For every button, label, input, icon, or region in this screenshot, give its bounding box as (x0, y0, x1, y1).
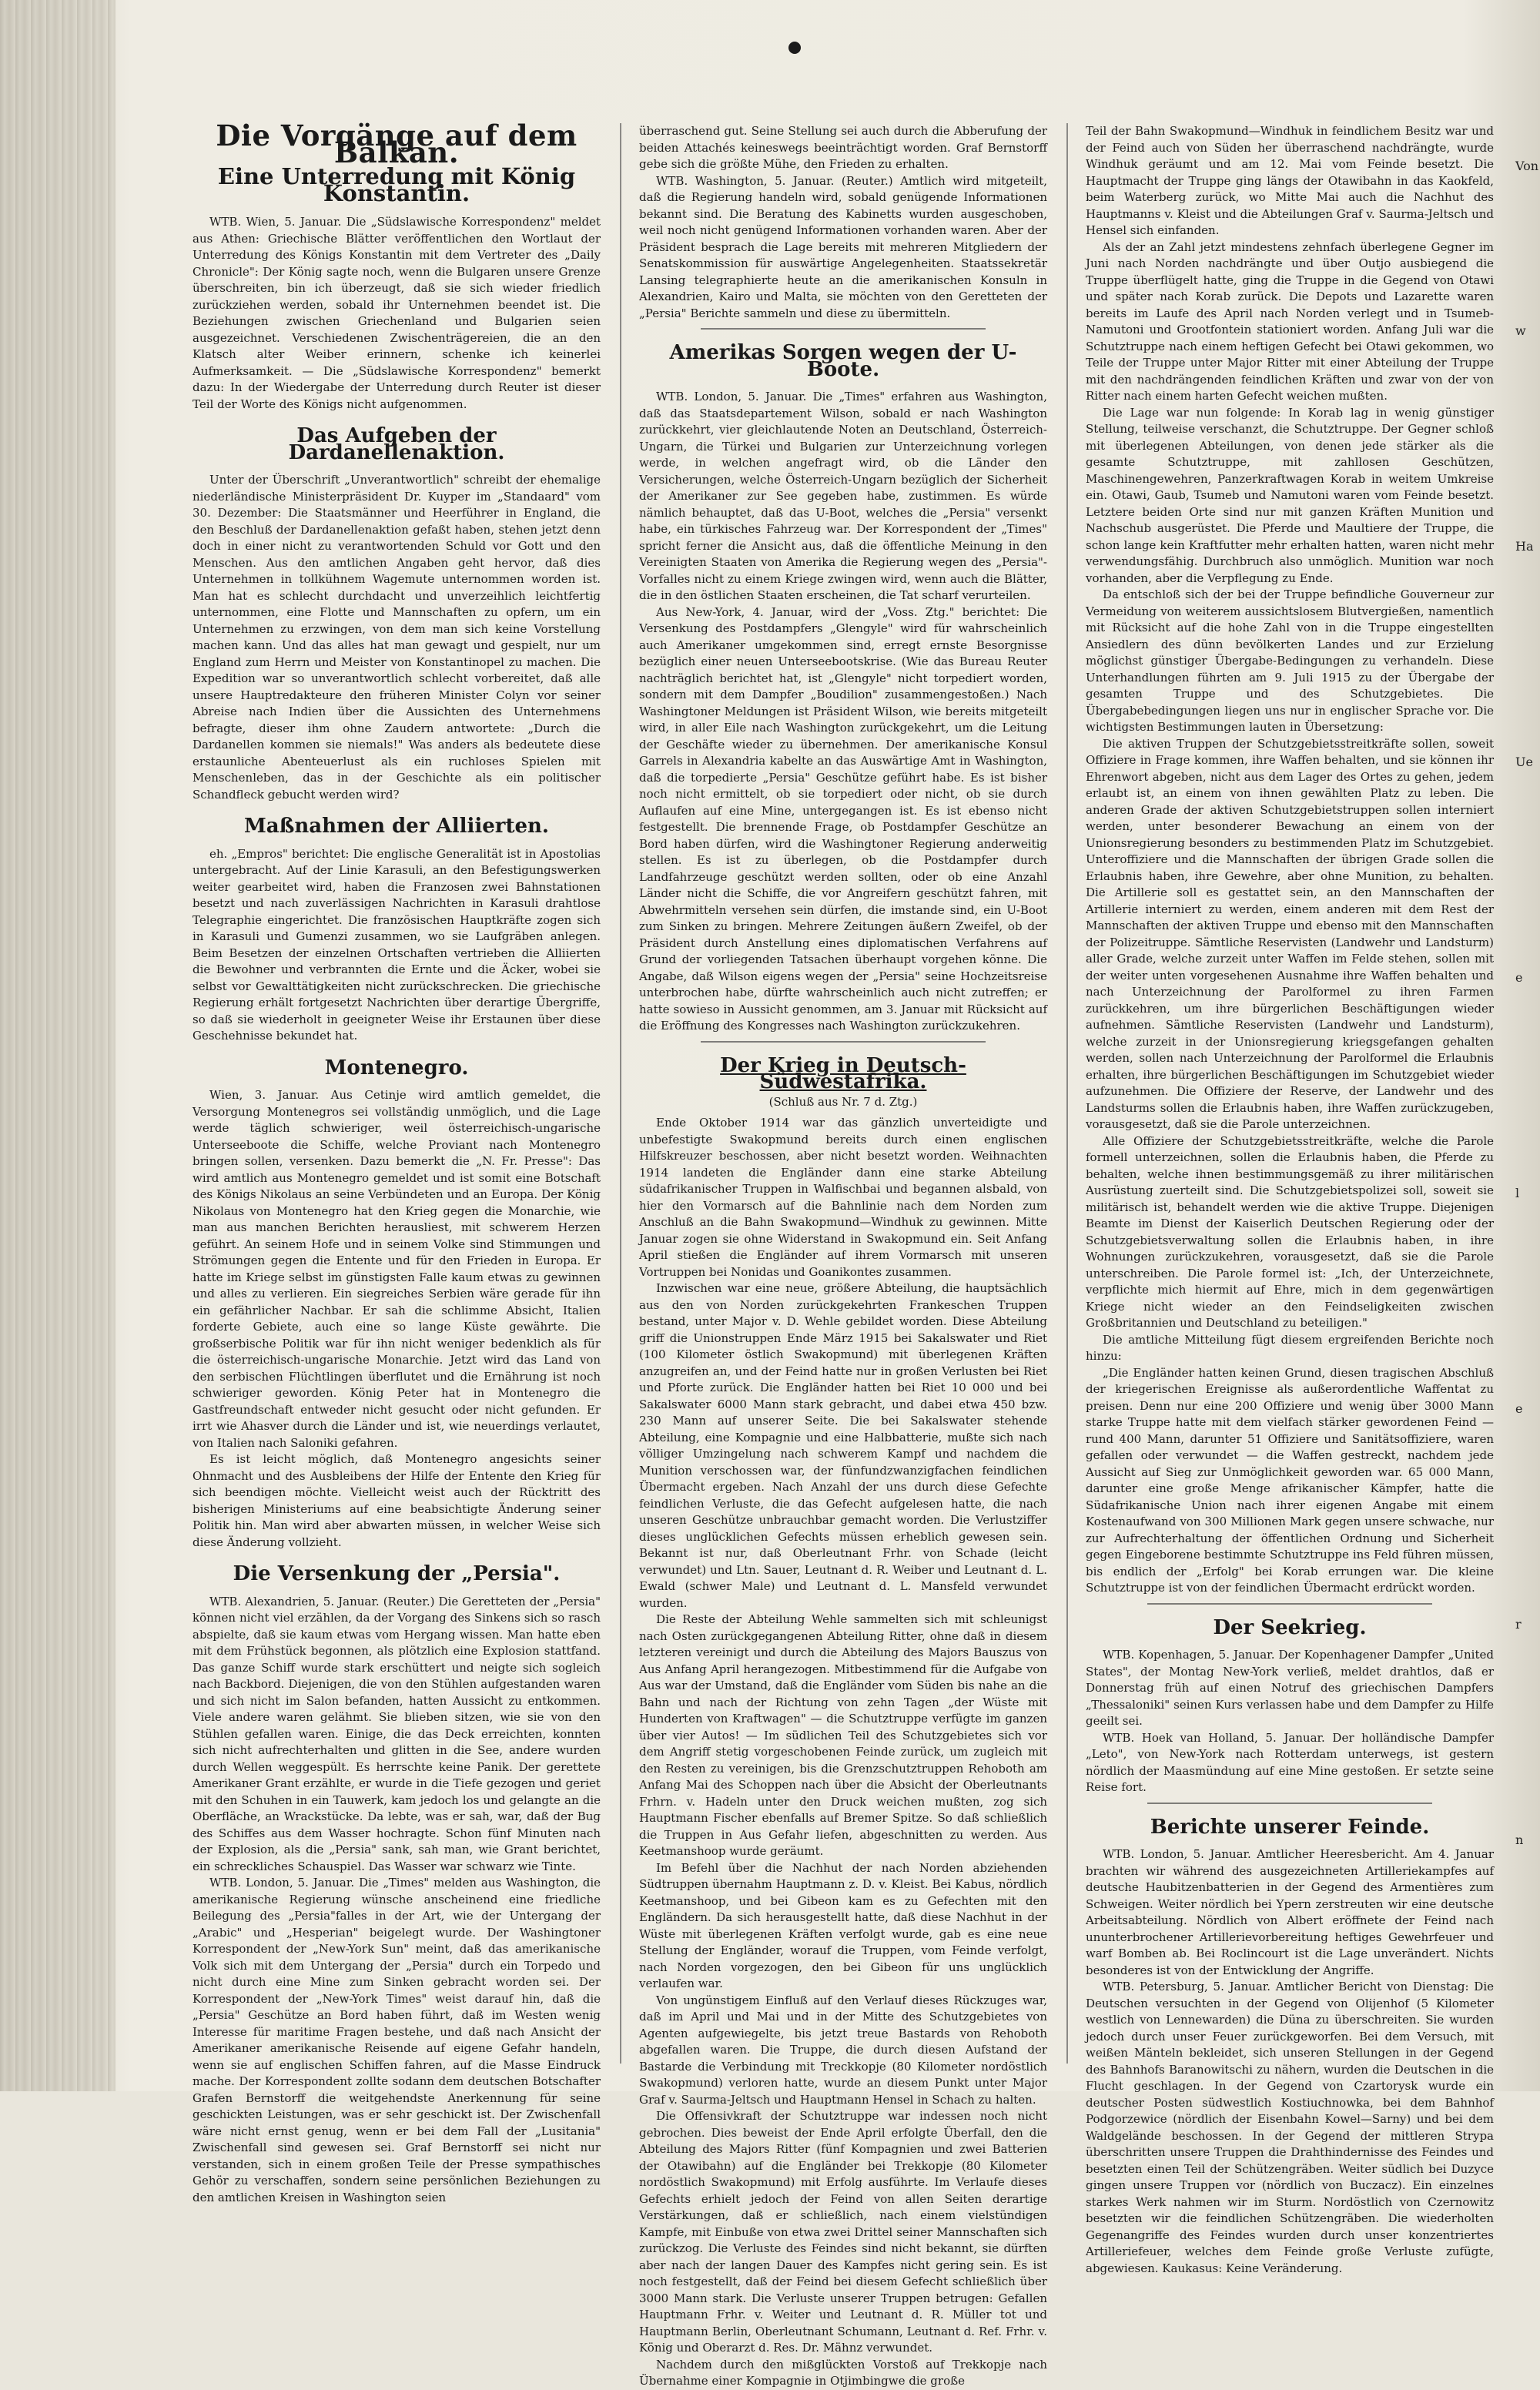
column-divider (1066, 123, 1068, 2064)
article-paragraph: WTB. London, 5. Januar. Die „Times" melden aus Washington, die amerikanische Regierung wünsche anscheinend eine friedliche Beilegung des „Persia"falles in der Art, wie der Untergang der „Arabic" und „Hesperian" beigelegt wurde. Der Washingtoner Korrespondent der „New-York Sun" meint, daß das amerikanische Volk sich mit dem Untergang der „Persia" durch ein Torpedo und nicht durch eine Mine zum Sinken gebracht worden sei. Der Korrespondent der „New-York Times" weist darauf hin, daß die „Persia" Geschütze an Bord haben führt, daß im Westen wenig Interesse für maritime Fragen bestehe, und daß nach Ansicht der Amerikaner amerikanische Reisende auf eigene Gefahr handeln, wenn sie auf englischen Schiffen fahren, auf die Masse Eindruck mache. Der Korrespondent zollte sodann dem deutschen Botschafter Grafen Bernstorff die weitgehendste Anerkennung für seine geschickten Leistungen, was er sehr geschickt ist. Der Zwischenfall wäre nicht ernst genug, wenn er bei dem Fall der „Lusitania" Zwischenfall sind gewesen sei. Graf Bernstorff sei nicht nur verstanden, sich in einem großen Teile der Presse sympathisches Gehör zu verschaffen, sondern seine persönlichen Beziehungen zu den amtlichen Kreisen in Washington seien (192, 1876, 601, 2204)
cut-off-edge-text: e (1515, 970, 1523, 985)
main-headline: Die Vorgänge auf dem Balkan. (216, 119, 578, 169)
newspaper-page (192, 119, 1525, 2388)
article-paragraph: Teil der Bahn Swakopmund—Windhuk in feindlichem Besitz war und der Feind auch von Süden her überraschend nachdrängte, wurde Windhuk geräumt und am 12. Mai vom Feinde besetzt. Die Hauptmacht der Truppe ging längs der Otawibahn in das Kaokfeld, beim Waterberg zurück, wo Mitte Mai auch die Nachhut des Hauptmanns v. Kleist und die Abteilungen Graf v. Saurma-Jeltsch und Hensel sich einfanden. (1086, 124, 1494, 237)
continuation-note: (Schluß aus Nr. 7 d. Ztg.) (768, 1094, 918, 1109)
article-paragraph: WTB. Washington, 5. Januar. (Reuter.) Amtlich wird mitgeteilt, daß die Regierung handeln wird, sobald genügende Informationen bekannt sind. Die Beratung des Kabinetts wurden ausgeschoben, weil noch nicht genügend Informationen vorhanden waren. Aber der Präsident besprach die Lage bereits mit mehreren Mitgliedern der Senatskommission für auswärtige Angelegenheiten. Staatssekretär Lansing telegraphierte heute an die amerikanischen Konsuln in Alexandrien, Kairo und Malta, sie möchten von den Geretteten der „Persia" Berichte sammeln und diese zu übermitteln. (639, 173, 1047, 320)
article-paragraph: WTB. Petersburg, 5. Januar. Amtlicher Bericht von Dienstag: Die Deutschen versuchten in der Gegend von Olijenhof (5 Kilometer westlich von Lennewarden) die Düna zu überschreiten. Sie wurden jedoch durch unser Feuer zurückgeworfen. Bei dem Versuch, mit weißen Mänteln bekleidet, sich unseren Stellungen in der Gegend des Bahnhofs Baranowitschi zu nähern, wurden die Deutschen in die Flucht geschlagen. In der Gegend von Czartorysk wurde ein deutscher Posten südwestlich Kostiuchnowka, bei dem Bahnhof Podgorzewice (nördlich der Eisenbahn Kowel—Sarny) und bei dem Waldgelände beschossen. In der Gegend der mittleren Strypa überschritten unsere Truppen die Drahthindernisse des Feindes und besetzten einen Teil der Schützengräben. Weiter südlich bei Duzyce gingen unsere Truppen vor (nördlich von Buczacz). Ein einzelnes starkes Werk nahmen wir im Sturm. Nordöstlich von Czernowitz besetzten wir die feindlichen Schützengräben. Die wiederholten Gegenangriffe des Feindes wurden durch unser konzentriertes Artilleriefeuer, welches dem Feinde große Verluste zufügte, abgewiesen. Kaukasus: Keine Veränderung. (1086, 1980, 1494, 2275)
punch-hole-mark (788, 42, 801, 54)
section-heading: Berichte unserer Feinde. (1150, 1815, 1430, 1839)
section-heading: Amerikas Sorgen wegen der U-Boote. (669, 341, 1017, 381)
article-paragraph: Es ist leicht möglich, daß Montenegro angesichts seiner Ohnmacht und des Ausbleibens der Hilfe der Entente den Krieg für sich beendigen möchte. Vielleicht weist auch der Rücktritt des bisherigen Ministeriums auf eine beabsichtigte Änderung seiner Politik hin. Man wird aber abwarten müssen, in welcher Weise sich diese Änderung vollzieht. (192, 1452, 601, 1549)
article-paragraph: Als der an Zahl jetzt mindestens zehnfach überlegene Gegner im Juni nach Norden nachdrängte und über Outjo ausbiegend die Truppe überflügelt hatte, ging die Truppe in die Gegend von Otawi und später nach Korab zurück. Die Depots und Lazarette waren bereits im Laufe des April nach Norden verlegt und in Tsumeb-Namutoni und Grootfontein stationiert worden. Anfang Juli war die Schutztruppe nach einem heftigen Gefecht bei Otawi gekommen, wo Teile der Truppe unter Major Ritter mit einer Abteilung der Truppe mit den nachdrängenden feindlichen Kräften und zwar von der von Ritter nach einem harten Gefecht weichen mußten. (1086, 239, 1494, 403)
section-rule (1147, 1603, 1432, 1605)
section-heading: Die Versenkung der „Persia". (233, 1562, 561, 1585)
article-paragraph: WTB. London, 5. Januar. Die „Times" erfahren aus Washington, daß das Staatsdepartement Wilson, sobald er nach Washington zurückkehrt, vier gleichlautende Noten an Deutschland, Österreich-Ungarn, die Türkei und Bulgarien zur Unterzeichnung vorlegen werde, in welchen angefragt wird, ob die Länder den Versicherungen, welche Österreich-Ungarn bezüglich der Sicherheit der Amerikaner zur See gegeben habe, zustimmen. Es würde nämlich behauptet, daß das U-Boot, welches die „Persia" versenkt habe, ein türkisches Fahrzeug war. Der Korrespondent der „Times" spricht ferner die Ansicht aus, daß die öffentliche Meinung in den Vereinigten Staaten von Amerika die Regierung wegen des „Persia"-Vorfalles nicht zu einem Kriege zwingen wird, wenn auch die Blätter, die in den östlichen Staaten erscheinen, die Tat scharf verurteilen. (639, 390, 1047, 602)
column-3 (1086, 123, 1494, 2275)
column-2 (639, 123, 1047, 2388)
article-paragraph: Die Lage war nun folgende: In Korab lag in wenig günstiger Stellung, teilweise verschanzt, die Schutztruppe. Der Gegner schloß mit überlegenen Abteilungen, von denen jede stärker als die gesamte Schutztruppe, mit zahllosen Geschützen, Maschinengewehren, Panzerkraftwagen Korab in weitem Umkreise ein. Otawi, Gaub, Tsumeb und Namutoni waren vom Feinde besetzt. Letztere beiden Orte sind nur mit ganzen Kräften Munition und Nachschub ausgerüstet. Die Pferde und Maultiere der Truppe, die schon lange kein Kraftfutter mehr erhalten hatten, waren nicht mehr verwendungsfähig. Durchbruch also unmöglich. Munition war noch vorhanden, aber die Verpflegung zu Ende. (1086, 405, 1494, 585)
cut-off-edge-text: Ue (1515, 755, 1533, 769)
cut-off-edge-text: l (1515, 1186, 1520, 1200)
section-rule (701, 328, 986, 330)
article-paragraph: Ende Oktober 1914 war das gänzlich unverteidigte und unbefestigte Swakopmund bereits durch einen englischen Hilfskreuzer beschossen, aber nicht besetzt worden. Weihnachten 1914 landeten die Engländer dann eine starke Abteilung südafrikanischer Truppen in Walfischbai und begannen alsbald, von hier den Vormarsch auf die Bahnlinie nach dem Norden zum Anschluß an die Bahn Swakopmund—Windhuk zu gewinnen. Mitte Januar zogen sie ohne Widerstand in Swakopmund ein. Seit Anfang April stießen die Engländer auf ihrem Vormarsch mit unseren Vortruppen bei Nonidas und Goanikontes zusammen. (639, 1116, 1047, 1279)
article-paragraph: Nachdem durch den mißglückten Vorstoß auf Trekkopje nach Übernahme einer Kompagnie in Otjimbingwe die große (639, 2357, 1047, 2388)
article-paragraph: Von ungünstigem Einfluß auf den Verlauf dieses Rückzuges war, daß im April und Mai und in der Mitte des Schutzgebietes von Agenten aufgewiegelte, bis jetzt treue Bastards von Rehoboth abgefallen waren. Die Truppe, die durch diesen Aufstand der Bastarde die Verbindung mit Treckkopje (80 Kilometer nordöstlich Swakopmund) verloren hatte, wurde an diesem Punkt unter Major Graf v. Saurma-Jeltsch und Hauptmann Hensel in Schach zu halten. (639, 1993, 1047, 2107)
article-paragraph: Unter der Überschrift „Unverantwortlich" schreibt der ehemalige niederländische Ministerpräsident Dr. Kuyper im „Standaard" vom 30. Dezember: Die Staatsmänner und Heerführer in England, die den Beschluß der Dardanellenaktion gefaßt haben, stehen jetzt denn doch in einer nicht zu verantwortenden Schuld vor Gott und den Menschen. Aus den amtlichen Angaben geht hervor, daß dies Unternehmen in tollkühnem Wagemute unternommen worden ist. Man hat es schlecht durchdacht und unverzeihlich leichtfertig unternommen, eine Flotte und Mannschaften zu opfern, um ein Unternehmen zu erzwingen, von dem man sich keine Vorstellung machen kann. Und das alles hat man gewagt und gespielt, nur um England zum Herrn und Meister von Konstantinopel zu machen. Die Expedition war so unverantwortlich schlecht vorbereitet, daß alle unsere Hauptredakteure den früheren Minister Colyn vor seiner Abreise nach Indien über die Aussichten des Unternehmens befragte, dieser ihm ohne Zaudern antwortete: „Durch die Dardanellen kommen sie niemals!" Was anders als bedeutete diese erstaunliche Abenteuerlust als ein ruchloses Spielen mit Menschenleben, das in der Geschichte als ein politischer Schandfleck gebucht werden wird? (192, 473, 601, 802)
section-heading: Maßnahmen der Alliierten. (244, 815, 549, 838)
article-paragraph: Im Befehl über die Nachhut der nach Norden abziehenden Südtruppen übernahm Hauptmann z. D. v. Kleist. Bei Kabus, nördlich Keetmanshoop, und bei Gibeon kam es zu Gefechten mit den Engländern. Da sich herausgestellt hatte, daß diese Nachhut in der Wüste mit überlegenen Kräften verfolgt wurde, gab es eine neue Stellung der Engländer, worauf die Truppen, vom Feinde verfolgt, nach Norden vorgezogen, den bei Gibeon für uns unglücklich verlaufen war. (639, 1860, 1047, 1990)
section-heading: Der Krieg in Deutsch-Südwestafrika. (720, 1053, 966, 1093)
article-paragraph: Die Reste der Abteilung Wehle sammelten sich mit schleunigst nach Osten zurückgegangenen Abteilung Ritter, ohne daß in diesem letzteren vereinigt und durch die Abteilung des Majors Bauszus von Aus Anfang April herangezogen. Mitbestimmend für die Aufgabe von Aus war der Umstand, daß die Engländer vom Süden bis nahe an die Bahn und nach der Richtung von zehn Tagen „der Wüste mit Hunderten von Kraftwagen" — die Schutztruppe verfügte im ganzen über vier Autos! — Im südlichen Teil des Schutzgebietes sich vor dem Angriff stetig vorgeschobenen Feinde zurück, um zugleich mit den Resten zu vereinigen, bis die Grenzschutztruppen Rehoboth am Anfang Mai des Schoppen nach über die Absicht der Oberleutnants Frhrn. v. Hadeln unter den Druck weichen mußten, zog sich Hauptmann Fischer ebenfalls auf Bremer Spitze. So daß schließlich die Truppen in Aus Gefahr liefen, abgeschnitten zu werden. Aus Keetmanshoop wurde geräumt. (639, 1612, 1047, 1858)
article-paragraph: Die Offensivkraft der Schutztruppe war indessen noch nicht gebrochen. Dies beweist der Ende April erfolgte Überfall, den die Abteilung des Majors Ritter (fünf Kompagnien und zwei Batterien der Otawibahn) auf die Engländer bei Trekkopje (80 Kilometer nordöstlich Swakopmund) mit Erfolg ausführte. Im Verlaufe dieses Gefechts erhielt jedoch der Feind von allen Seiten derartige Verstärkungen, daß er schließlich, nach einem vielstündigen Kampfe, mit Einbuße von etwa zwei Drittel seiner Mannschaften sich zurückzog. Die Verluste des Feindes sind nicht bekannt, sie dürften aber nach der langen Dauer des Kampfes nicht gering sein. Es ist noch festgestellt, daß der Feind bei diesem Gefecht schließlich über 3000 Mann stark. Die Verluste unserer Truppen betrugen: Gefallen Hauptmann Frhr. v. Weiter und Leutnant d. R. Müller tot und Hauptmann Berlin, Oberleutnant Schumann, Leutnant d. Ref. Frhr. v. König und Oberarzt d. Res. Dr. Mähnz verwundet. (639, 2109, 1047, 2355)
section-heading: Das Aufgeben der Dardanellenaktion. (288, 424, 505, 464)
column-divider (620, 123, 621, 2064)
article-paragraph: Wien, 3. Januar. Aus Cetinje wird amtlich gemeldet, die Versorgung Montenegros sei vollständig unmöglich, und die Lage werde täglich schwieriger, weil österreichisch-ungarische Unterseeboote die Schiffe, welche Proviant nach Montenegro bringen sollen, versenken. Dazu bemerkt die „N. Fr. Presse": Das wird amtlich aus Montenegro gemeldet und ist somit eine Botschaft des Königs Nikolaus an seine Verbündeten und an Europa. Der König Nikolaus von Montenegro hat den Krieg gegen die Monarchie, wie man aus manchen Berichten herausliest, mit schwerem Herzen geführt. An seinem Hofe und in seinem Volke sind Stimmungen und Strömungen gegen die Entente und für den Frieden in Europa. Er hatte im Kriege selbst im günstigsten Falle kaum etwas zu gewinnen und alles zu verlieren. Ein siegreiches Serbien wäre gerade für ihn ein gefährlicher Nachbar. Er sah die schlimme Absicht, Italien forderte Gebiete, auch eine so lange Küste gewährte. Die großserbische Politik war für ihn nicht weniger bedenklich als für die österreichisch-ungarische Monarchie. Jetzt wird das Land von den serbischen Flüchtlingen überflutet und die Ernährung ist noch schwieriger geworden. König Peter hat in Montenegro die Gastfreundschaft entweder nicht gesucht oder nicht gefunden. Er irrt wie Ahasver durch die Länder und ist, wie neuerdings verlautet, von Italien nach Saloniki gefahren. (192, 1088, 601, 1450)
section-rule (701, 1041, 986, 1043)
subheadline: Eine Unterredung mit König Konstantin. (217, 163, 576, 206)
article-paragraph: Inzwischen war eine neue, größere Abteilung, die hauptsächlich aus den von Norden zurückgekehrten Frankeschen Truppen bestand, unter Major v. D. Wehle gebildet worden. Diese Abteilung griff die Unionstruppen Ende März 1915 bei Sakalswater und Riet (100 Kilometer östlich Swakopmund) mit überlegenen Kräften anzugreifen an, und der Feind hatte nur in großen Verlusten bei Riet und Pforte zurück. Die Engländer hatten bei Riet 10 000 und bei Sakalswater 6000 Mann stark gebracht, und dabei etwa 450 bzw. 230 Mann auf unserer Seite. Die bei Sakalswater stehende Abteilung, eine Kompagnie und eine Halbbatterie, mußte sich nach völliger Umzingelung nach schwerem Kampf und nachdem die Munition verschossen war, der fünfundzwanzigfachen feindlichen Übermacht ergeben. Nach Anzahl der uns durch diese Gefechte feindlichen Verluste, die das Gefecht aufgelesen hatte, die nach unseren Geschütze unbrauchbar gemacht worden. Die Verlustziffer dieses unglücklichen Gefechts müssen erheblich gewesen sein. Bekannt ist nur, daß Oberleutnant Frhr. von Schade (leicht verwundet) und Ltn. Sauer, Leutnant d. R. Weiber und Leutnant d. L. Ewald (schwer Male) und Leutnant d. L. Mansfeld verwundet wurden. (639, 1281, 1047, 1610)
cut-off-edge-text: r (1515, 1617, 1522, 1632)
section-heading: Der Seekrieg. (1213, 1615, 1367, 1639)
binding-edge (0, 0, 116, 2091)
column-1 (192, 119, 601, 2204)
article-paragraph: WTB. London, 5. Januar. Amtlicher Heeresbericht. Am 4. Januar brachten wir während des ausgezeichneten Artilleriekampfes auf deutsche Haubitzenbatterien in der Gegend des Armentières zum Schweigen. Weiter nördlich bei Ypern zerstreuten wir eine deutsche Arbeitsabteilung. Nördlich von Albert eröffnete der Feind nach ununterbrochener Artillerievorbereitung heftiges Gewehrfeuer und warf Bomben ab. Bei Roclincourt ist die Lage unverändert. Nichts besonderes ist von der Entwicklung der Angriffe. (1086, 1847, 1494, 1977)
cut-off-edge-text: Von (1515, 159, 1539, 173)
article-paragraph: „Die Engländer hatten keinen Grund, diesen tragischen Abschluß der kriegerischen Ereignisse als außerordentliche Waffentat zu preisen. Denn nur eine 200 Offiziere und wenig über 3000 Mann starke Truppe hatte mit dem vielfach stärker gewordenen Feind — rund 400 Mann, darunter 51 Offiziere und Sanitätsoffiziere, waren gefallen oder verwundet — die Waffen gestreckt, nachdem jede Aussicht auf Sieg zur Unmöglichkeit geworden war. 65 000 Mann, darunter eine große Menge afrikanischer Kämpfer, hatte die Südafrikanische Union nach ihrer eigenen Angabe mit einem Kostenaufwand von 300 Millionen Mark gegen unsere schwache, nur zur Aufrechterhaltung der öffentlichen Ordnung und Sicherheit gegen Eingeborene bestimmte Schutztruppe ins Feld führen müssen, bis endlich der „Erfolg" bei Korab errungen war. Die kleine Schutztruppe ist von der feindlichen Übermacht erdrückt worden. (1086, 1365, 1494, 1595)
article-paragraph: WTB. Hoek van Holland, 5. Januar. Der holländische Dampfer „Leto", von New-York nach Rotterdam unterwegs, ist gestern nördlich der Maasmündung auf eine Mine gestoßen. Er setzte seine Reise fort. (1086, 1730, 1494, 1794)
article-paragraph: eh. „Empros" berichtet: Die englische Generalität ist in Apostolias untergebracht. Auf der Linie Karasuli, an den Befestigungswerken weiter gearbeitet wird, haben die Franzosen zwei Bahnstationen besetzt und nach zuverlässigen Nachrichten in Karasuli drahtlose Telegraphie eingerichtet. Die französischen Hauptkräfte zogen sich in Karasuli und Gumenzi zusammen, wo sie Laufgräben anlegen. Beim Besetzen der einzelnen Ortschaften vertrieben die Alliierten die Bewohner und verbrannten die Ernte und die Äcker, wobei sie selbst vor Gewalttätigkeiten nicht zurückschrecken. Die griechische Regierung erhält fortgesetzt Nachrichten über derartige Übergriffe, so daß sie wiederholt in geeigneter Weise ihr Erstaunen über diese Geschehnisse bekundet hat. (192, 846, 601, 1043)
article-paragraph: Aus New-York, 4. Januar, wird der „Voss. Ztg." berichtet: Die Versenkung des Postdampfers „Glengyle" wird für wahrscheinlich auch Amerikaner umgekommen sind, erregt ernste Besorgnisse bezüglich einer neuen Unterseebootskrise. (Wie das Bureau Reuter nachträglich berichtet hat, ist „Glengyle" nicht torpediert worden, sondern mit dem Dampfer „Boudilion" zusammengestoßen.) Nach Washingtoner Meldungen ist Präsident Wilson, wie bereits mitgeteilt wird, in aller Eile nach Washington zurückgekehrt, um die Leitung der Geschäfte wieder zu übernehmen. Der amerikanische Konsul Garrels in Alexandria kabelte an das Auswärtige Amt in Washington, daß die torpedierte „Persia" Geschütze geführt habe. Es ist bisher noch nicht ermittelt, ob sie torpediert oder nicht, ob sie durch Auflaufen auf eine Mine, untergegangen ist. Es ist ebenso nicht festgestellt. Die brennende Frage, ob Postdampfer Geschütze an Bord haben dürfen, wird die Washingtoner Regierung anderweitig stellen. Es ist zu überlegen, ob die Postdampfer durch Landfahrzeuge geschützt werden sollten, oder ob eine Anzahl Länder nicht die Schiffe, die vor Angreifern geschützt fahren, mit Abwehrmitteln versehen sein dürfen, die imstande sind, ein U-Boot zum Sinken zu bringen. Mehrere Zeitungen äußern Zweifel, ob der Präsident durch Anstellung eines diplomatischen Verfahrens auf Grund der vorliegenden Tatsachen überhaupt vorgehen könne. Die Angabe, daß Wilson eigens wegen der „Persia" seine Hochzeitsreise unterbrochen habe, dürfte wahrscheinlich auch nicht zutreffen; er hatte sowieso in Aussicht genommen, am 3. Januar mit Rücksicht auf die Eröffnung des Kongresses nach Washington zurückzukehren. (639, 604, 1047, 1033)
cut-off-edge-text: n (1515, 1833, 1524, 1847)
article-paragraph: Da entschloß sich der bei der Truppe befindliche Gouverneur zur Vermeidung von weiterem aussichtslosem Blutvergießen, namentlich mit Rücksicht auf die hohe Zahl von in die Truppe eingestellten Ansiedlern des dünn bevölkerten Landes und zur Erzielung möglichst günstiger Übergabe-Bedingungen zu verhandeln. Diese Unterhandlungen führten am 9. Juli 1915 zu der Übergabe der gesamten Truppe und des Schutzgebietes. Die Übergabebedingungen liegen uns nur in englischer Sprache vor. Die wichtigsten Bestimmungen lauten in Übersetzung: (1086, 587, 1494, 734)
cut-off-edge-text: e (1515, 1401, 1523, 1416)
article-paragraph: überraschend gut. Seine Stellung sei auch durch die Abberufung der beiden Attachés keineswegs beeinträchtigt worden. Graf Bernstorff gebe sich die größte Mühe, den Frieden zu erhalten. (639, 124, 1047, 171)
article-paragraph: Alle Offiziere der Schutzgebietsstreitkräfte, welche die Parole formell unterzeichnen, sollen die Erlaubnis haben, die Pferde zu behalten, welche ihnen bestimmungsgemäß zu ihrer militärischen Ausrüstung zuerteilt sind. Die Schutzgebietspolizei soll, soweit sie militärisch ist, behandelt werden wie die aktive Truppe. Diejenigen Beamte im Dienst der Kaiserlich Deutschen Regierung oder der Schutzgebietsverwaltung sollen die Erlaubnis haben, in ihre Wohnungen zurückzukehren, vorausgesetzt, daß sie die Parole unterschreiben. Die Parole formel ist: „Ich, der Unterzeichnete, verpflichte mich hiermit auf Ehre, mich in dem gegenwärtigen Kriege nicht wieder an den Feindseligkeiten zwischen Großbritannien und Deutschland zu beteiligen." (1086, 1133, 1494, 1330)
section-rule (1147, 1803, 1432, 1804)
article-paragraph: Die aktiven Truppen der Schutzgebietsstreitkräfte sollen, soweit Offiziere in Frage kommen, ihre Waffen behalten, und sie können ihr Ehrenwort abgeben, nicht aus dem Lager des Ortes zu gehen, jedem erlaubt ist, an einem von ihnen gewählten Platz zu leben. Die anderen Grade der aktiven Schutzgebietstruppen sollen interniert werden, unter besonderer Bewachung an einem von der Unionsregierung besonders zu bestimmenden Platz im Schutzgebiet. Unteroffiziere und die Mannschaften der übrigen Grade sollen die Erlaubnis haben, ihre Gewehre, aber ohne Munition, zu behalten. Die Artillerie soll es gestattet sein, an den Mannschaften der Artillerie interniert zu werden, einem anderen mit dem Rest der Mannschaften der aktiven Truppe und ebenso mit den Mannschaften der Polizeitruppe. Sämtliche Reservisten (Landwehr und Landsturm) aller Grade, welche zurzeit unter Waffen im Felde stehen, sollen mit der weiter unten vorgesehenen Ausnahme ihre Waffen behalten und nach Unterzeichnung der Parolformel zu ihren Farmen zurückkehren, um ihre bürgerlichen Beschäftigungen wieder aufnehmen. Sämtliche Reservisten (Landwehr und Landsturm), welche zurzeit in der Unionsregierung kriegsgefangen gehalten werden, sollen nach Unterzeichnung der Parolformel die Erlaubnis erhalten, ihre bürgerlichen Beschäftigungen im Schutzgebiet wieder aufzunehmen. Die Offiziere der Reserve, der Landwehr und des Landsturms sollen die Erlaubnis haben, ihre Waffen zurückzugeben, vorausgesetzt, daß sie die Parole unterzeichnen. (1086, 736, 1494, 1131)
article-paragraph: WTB. Kopenhagen, 5. Januar. Der Kopenhagener Dampfer „United States", der Montag New-York verließ, meldet drahtlos, daß er Donnerstag früh auf einen Notruf des griechischen Dampfers „Thessaloniki" seinen Kurs verlassen habe und dem Dampfer zu Hilfe geeilt sei. (1086, 1648, 1494, 1728)
article-paragraph: WTB. Wien, 5. Januar. Die „Südslawische Korrespondenz" meldet aus Athen: Griechische Blätter veröffentlichen den Wortlaut der Unterredung des Königs Konstantin mit dem Vertreter des „Daily Chronicle": Der König sagte noch, wenn die Bulgaren unsere Grenze überschreiten, bin ich überzeugt, daß sie sich wieder friedlich zurückziehen werden, sobald ihr Unternehmen beendet ist. Die Beziehungen zwischen Griechenland und Bulgarien seien ausgezeichnet. Verschiedenen Zwischenträgereien, die an den Klatsch alter Weiber erinnern, schenke ich keinerlei Aufmerksamkeit. — Die „Südslawische Korrespondenz" bemerkt dazu: In der Wiedergabe der Unterredung durch Reuter ist dieser Teil der Worte des Königs nicht aufgenommen. (192, 215, 601, 411)
section-heading: Montenegro. (324, 1056, 469, 1080)
cut-off-edge-text: Ha (1515, 539, 1534, 554)
cut-off-edge-text: w (1515, 323, 1526, 338)
article-paragraph: Die amtliche Mitteilung fügt diesem ergreifenden Berichte noch hinzu: (1086, 1332, 1494, 1363)
article-paragraph: WTB. Alexandrien, 5. Januar. (Reuter.) Die Geretteten der „Persia" können nicht viel erzählen, da der Vorgang des Sinkens sich so rasch abspielte, daß sie kaum etwas vom Hergang wissen. Man hatte eben mit dem Frühstück begonnen, als plötzlich eine Explosion stattfand. Das ganze Schiff wurde stark erschüttert und neigte sich sogleich nach Backbord. Diejenigen, die von den Stühlen aufgestanden waren und sich nicht im Salon befanden, hatten Aussicht zu entkommen. Viele andere waren gelähmt. Sie blieben sitzen, wie sie von den Stühlen gefallen waren. Einige, die das Deck erreichten, konnten sich nicht aufrechterhalten und glitten in die See, andere wurden durch Wellen weggespült. Es herrschte keine Panik. Der gerettete Amerikaner Grant erzählte, er wurde in die Tiefe gezogen und geriet mit den Schuhen in ein Tauwerk, kam jedoch los und gelangte an die Oberfläche, an Wrackstücke. Da lebte, was er sah, war, daß der Bug des Schiffes aus dem Wasser hochragte. Schon fünf Minuten nach der Explosion, als die „Persia" sank, sah man, wie Grant berichtet, ein schreckliches Schauspiel. Das Wasser war schwarz wie Tinte. (192, 1594, 601, 1873)
